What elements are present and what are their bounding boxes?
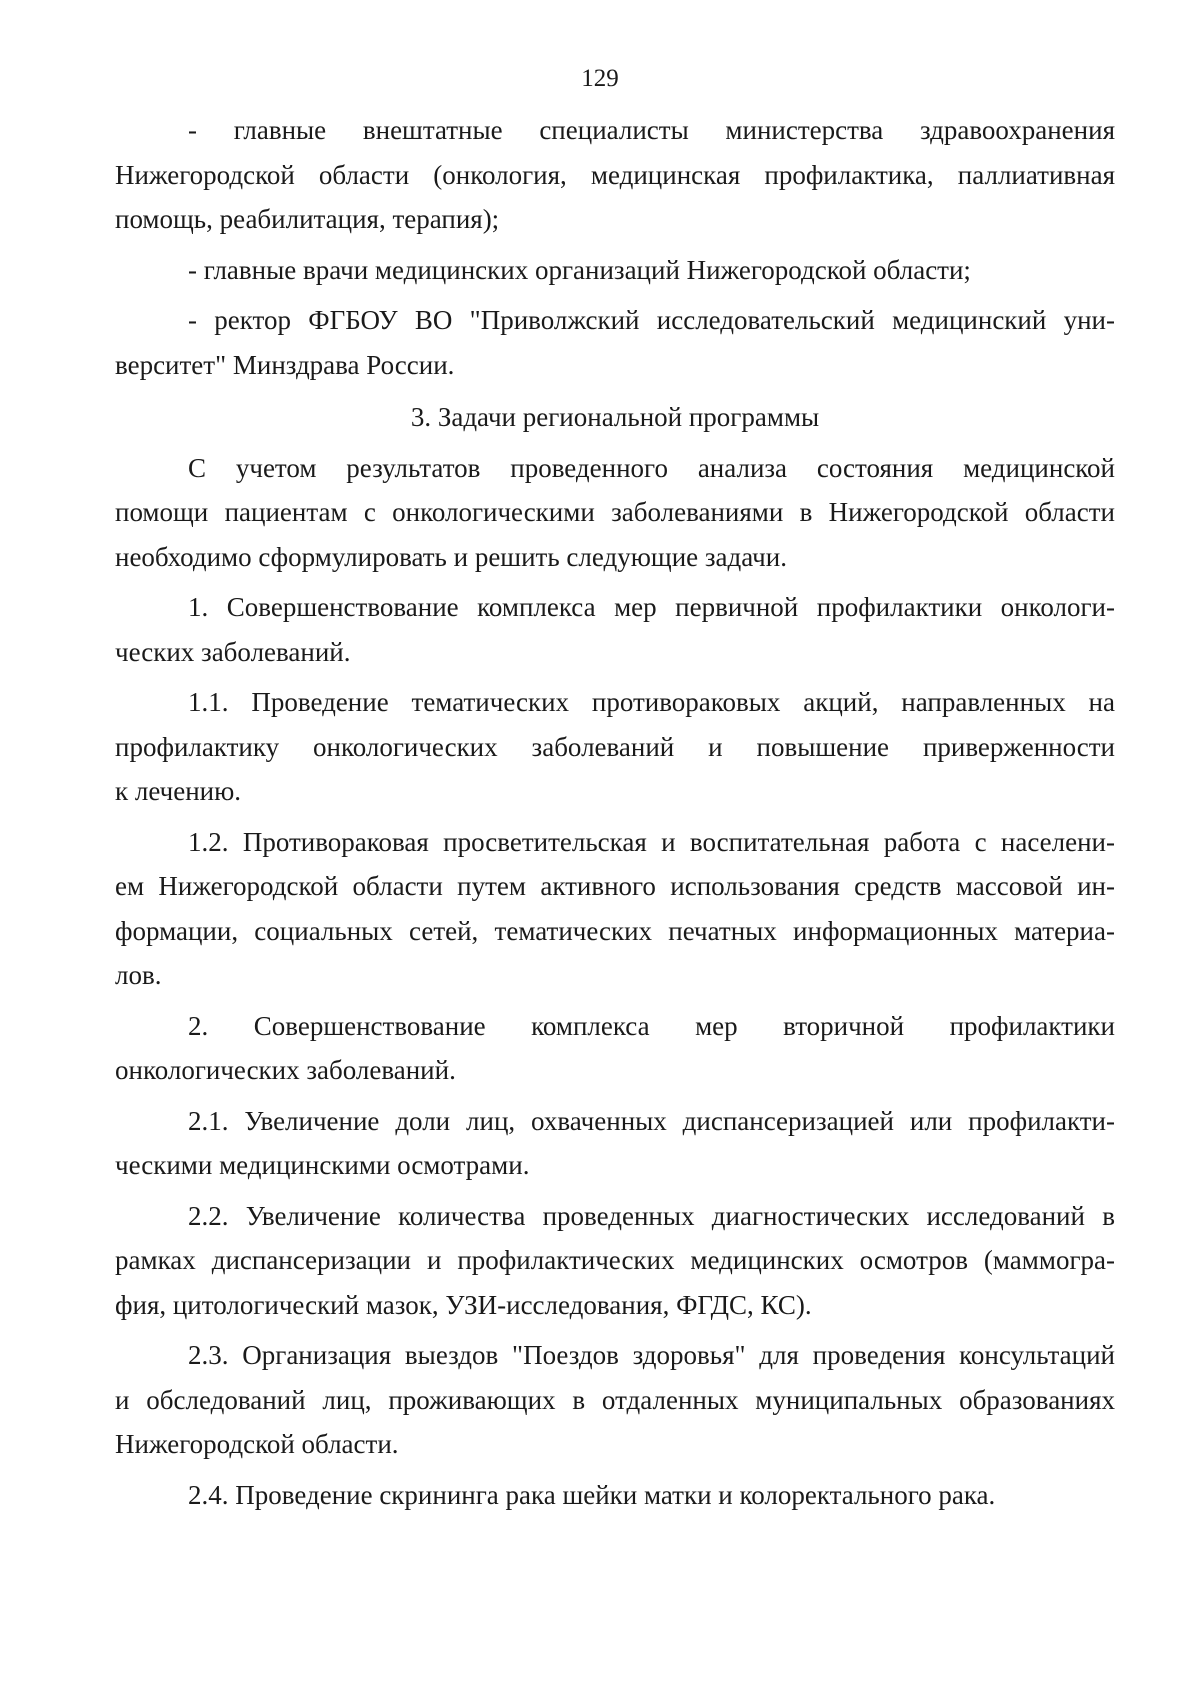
text-line: 2.2. Увеличение количества проведенных диагностических исследований в [188,1200,1115,1231]
text-line: ем Нижегородской области путем активного использования средств массовой ин- [115,871,1115,901]
paragraph-chief-doctors [115,248,1115,293]
text-line: 2.1. Увеличение доли лиц, охваченных диспансеризацией или профилакти- [188,1105,1115,1136]
text-line: 2. Совершенствование комплекса мер вторичной профилактики [188,1010,1115,1041]
text-line: 1.2. Противораковая просветительская и воспитательная работа с населени- [188,826,1115,857]
paragraph-task-1 [115,585,1115,674]
paragraph-task-2-4 [115,1473,1115,1518]
text-line: фия, цитологический мазок, УЗИ-исследования, ФГДС, КС). [115,1289,812,1320]
paragraph-task-2-1 [115,1099,1115,1188]
text-line: помощь, реабилитация, терапия); [115,204,500,234]
text-line: - главные внештатные специалисты министерства здравоохранения [188,115,1115,145]
text-line: Нижегородской области. [115,1429,399,1459]
paragraph-task-2 [115,1004,1115,1093]
page-number: 129 [581,65,619,92]
paragraph-task-2-3 [115,1333,1115,1467]
text-line: ческих заболеваний. [115,636,351,667]
text-line: формации, социальных сетей, тематических печатных информационных материа- [115,915,1115,946]
section-heading: 3. Задачи региональной программы [410,402,820,432]
paragraph-chief-specialists [115,108,1115,242]
paragraph-task-2-2 [115,1194,1115,1328]
text-line: 1.1. Проведение тематических противораковых акций, направленных на [188,687,1115,717]
text-line: - главные врачи медицинских организаций Нижегородской области; [188,254,971,285]
text-line: Нижегородской области (онкология, медицинская профилактика, паллиативная [115,159,1115,190]
text-line: лов. [115,960,162,990]
text-line: к лечению. [115,776,242,806]
document-body [115,108,1115,1517]
text-line: ческими медицинскими осмотрами. [115,1150,530,1180]
text-line: - ректор ФГБОУ ВО "Приволжский исследовательский медицинский уни- [188,305,1115,335]
text-line: и обследований лиц, проживающих в отдаленных муниципальных образованиях [115,1384,1115,1415]
text-line: онкологических заболеваний. [115,1055,456,1085]
text-line: профилактику онкологических заболеваний и повышение приверженности [115,731,1115,762]
paragraph-intro [115,446,1115,580]
text-line: необходимо сформулировать и решить следующие задачи. [115,541,787,572]
paragraph-task-1-2 [115,820,1115,998]
text-line: помощи пациентам с онкологическими заболеваниями в Нижегородской области [115,497,1115,527]
paragraph-task-1-1 [115,680,1115,814]
text-line: 2.4. Проведение скрининга рака шейки матки и колоректального рака. [188,1479,996,1510]
text-line: рамках диспансеризации и профилактических медицинских осмотров (маммогра- [115,1245,1115,1275]
text-line: 2.3. Организация выездов "Поездов здоровья" для проведения консультаций [188,1340,1115,1370]
paragraph-rector [115,298,1115,387]
text-line: верситет" Минздрава России. [115,349,455,380]
text-line: С учетом результатов проведенного анализа состояния медицинской [188,452,1115,483]
text-line: 1. Совершенствование комплекса мер первичной профилактики онкологи- [188,592,1115,622]
